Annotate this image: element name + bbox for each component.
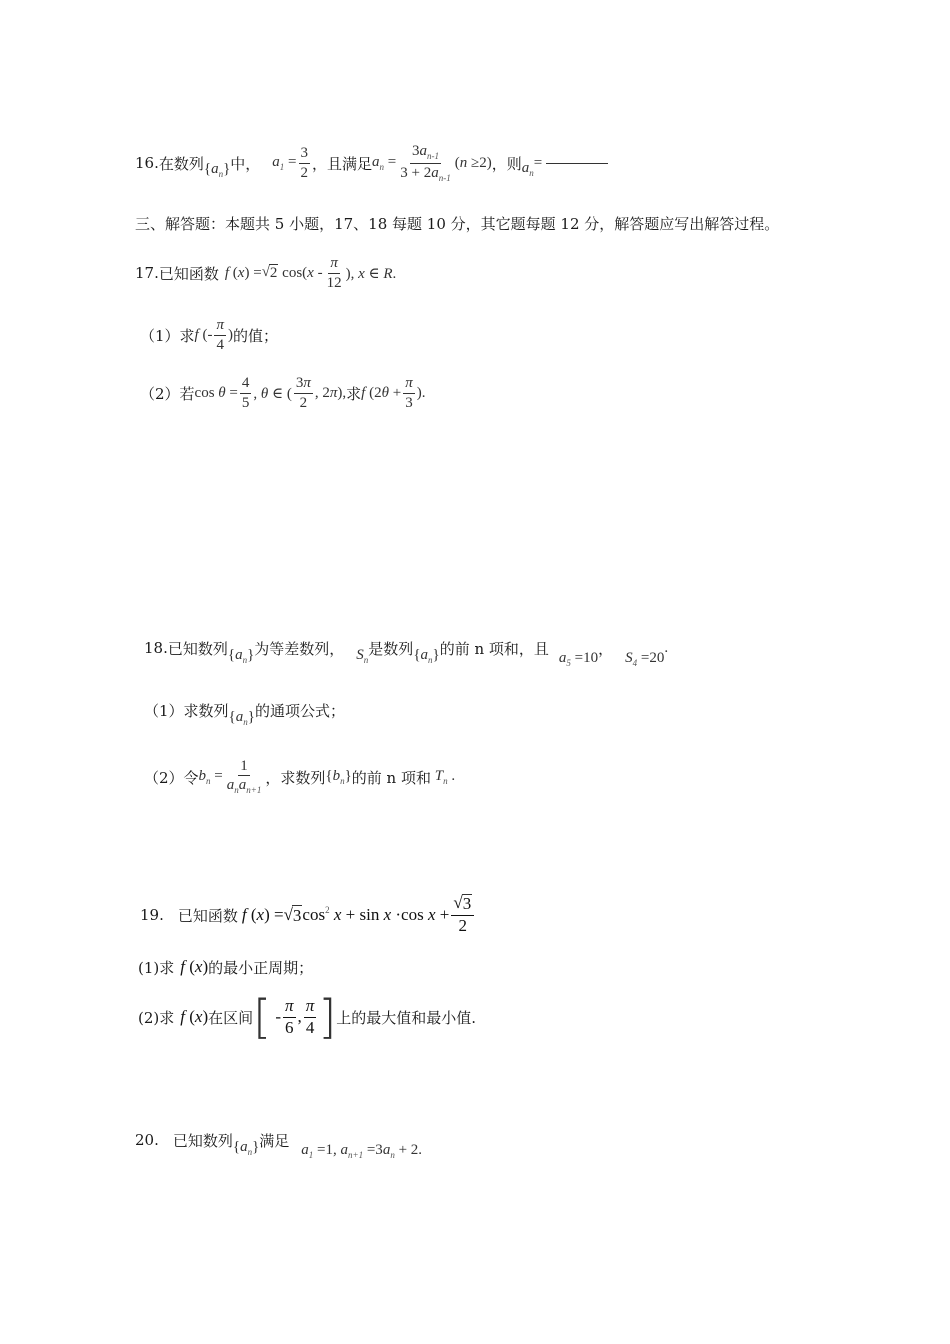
- question-text: 是数列: [368, 639, 414, 658]
- math-function: f (x) =: [241, 905, 284, 924]
- math-a5: $a_5 =10$: [558, 650, 599, 668]
- question-number: 20.: [135, 1131, 159, 1149]
- math-fraction: $\frac{3}{2}$: [300, 145, 309, 181]
- math-expr: , 2π),: [314, 384, 347, 401]
- math-a1: $a_1$ =: [272, 154, 297, 172]
- question-text: 上的最大值和最小值.: [336, 1008, 477, 1027]
- math-sequence: $\{a_n\}$: [203, 161, 231, 179]
- math-sequence: $\{a_n\}$: [228, 709, 255, 727]
- math-expr: cos θ =: [194, 384, 238, 401]
- math-sequence: $\{a_n\}$: [232, 1139, 260, 1157]
- question-text: 的前 n 项和: [351, 768, 431, 787]
- question-text: 在数列: [158, 154, 204, 173]
- math-bn: $b_n$ =: [198, 768, 223, 786]
- math-fraction: $\frac{4}{5}$: [241, 375, 250, 411]
- math-expr: $\cos^2 x + \sin x \cdot\cos$ x +: [302, 905, 450, 924]
- math-fraction: $\frac{\pi}{12}$: [326, 255, 342, 291]
- part-label: (2)求: [138, 1008, 175, 1027]
- section-heading: 三、解答题：本题共 5 小题，17、18 每题 10 分，其它题每题 12 分，解答题应写出解答过程。: [135, 214, 780, 233]
- math-fraction: $\frac{\pi}{4}$: [216, 317, 224, 353]
- question-text: 已知数列: [172, 1131, 233, 1150]
- math-fraction: $\frac{\pi}{3}$: [405, 375, 413, 411]
- math-sequence: $\{a_n\}$: [413, 647, 440, 665]
- math-function: f (x) =: [224, 264, 262, 281]
- math-expr: cos(x -: [278, 264, 323, 281]
- math-expr: f (-: [194, 326, 213, 343]
- question-text: 的通项公式；: [254, 701, 345, 720]
- math-tn: $T_n$ .: [430, 768, 456, 786]
- answer-blank[interactable]: [546, 163, 608, 164]
- math-interval: [ - $\frac{\pi}{6}$ , $\frac{\pi}{4}$ ]: [253, 990, 337, 1044]
- question-text: 已知函数: [158, 264, 219, 283]
- question-text: ，则: [491, 154, 522, 173]
- math-expr: ), x ∈ R.: [345, 265, 397, 282]
- math-equals: =: [533, 154, 543, 171]
- question-text: 为等差数列，: [254, 639, 345, 658]
- math-expr: f (2θ +: [361, 384, 402, 401]
- question-text: 中，: [230, 154, 261, 173]
- question-text: ，且满足: [312, 154, 373, 173]
- math-fraction: $\frac{1}{a_na_{n+1}}$: [226, 757, 262, 796]
- math-sequence: $\{b_n\}$: [325, 768, 352, 786]
- question-number: 17.: [135, 264, 159, 282]
- math-fraction: $\frac{3a_{n-1}}{3 + 2a_{n-1}}$: [400, 142, 451, 183]
- question-text: 已知函数: [177, 906, 238, 925]
- math-expr: , θ ∈ (: [253, 385, 292, 402]
- question-text: ，求数列: [265, 768, 326, 787]
- math-sn: $S_n$: [356, 647, 369, 665]
- math-fraction: $\frac{3\pi}{2}$: [295, 375, 311, 411]
- math-condition: (n ≥2): [454, 154, 492, 171]
- question-text: 已知数列: [167, 639, 228, 658]
- math-function: f (x): [180, 1007, 209, 1026]
- question-text: 求: [346, 384, 362, 403]
- part-label: （2）若: [140, 384, 195, 403]
- question-text: 满足: [259, 1131, 290, 1150]
- question-text: 的值；: [232, 326, 278, 345]
- math-sequence: $\{a_n\}$: [227, 647, 255, 665]
- part-label: （1）求: [140, 326, 195, 345]
- part-label: （1）求数列: [144, 701, 229, 720]
- math-s4: $S_4 =20$: [625, 650, 665, 668]
- math-an: $a_n$ =: [372, 154, 397, 172]
- math-expr: ).: [416, 384, 426, 401]
- math-recurrence: $a_1 =1$, $a_{n+1} =3a_n + 2$.: [301, 1142, 423, 1160]
- question-number: 19.: [140, 906, 164, 924]
- question-text: 的前 n 项和，且: [439, 639, 549, 658]
- math-an: $a_n$: [521, 160, 534, 178]
- math-sqrt: √ 3: [283, 904, 302, 925]
- math-function: f (x): [180, 957, 209, 976]
- question-number: 18.: [144, 639, 168, 657]
- part-label: (1)求: [138, 958, 175, 977]
- part-label: （2）令: [144, 768, 199, 787]
- question-text: 在区间: [208, 1008, 254, 1027]
- math-fraction: √ 3 2: [451, 894, 474, 935]
- math-sqrt: √ 2: [261, 264, 278, 281]
- question-text: ，: [598, 639, 614, 658]
- math-period: .: [664, 639, 669, 656]
- math-expr: ): [227, 326, 233, 343]
- question-text: 的最小正周期；: [208, 958, 314, 977]
- question-number: 16.: [135, 154, 159, 172]
